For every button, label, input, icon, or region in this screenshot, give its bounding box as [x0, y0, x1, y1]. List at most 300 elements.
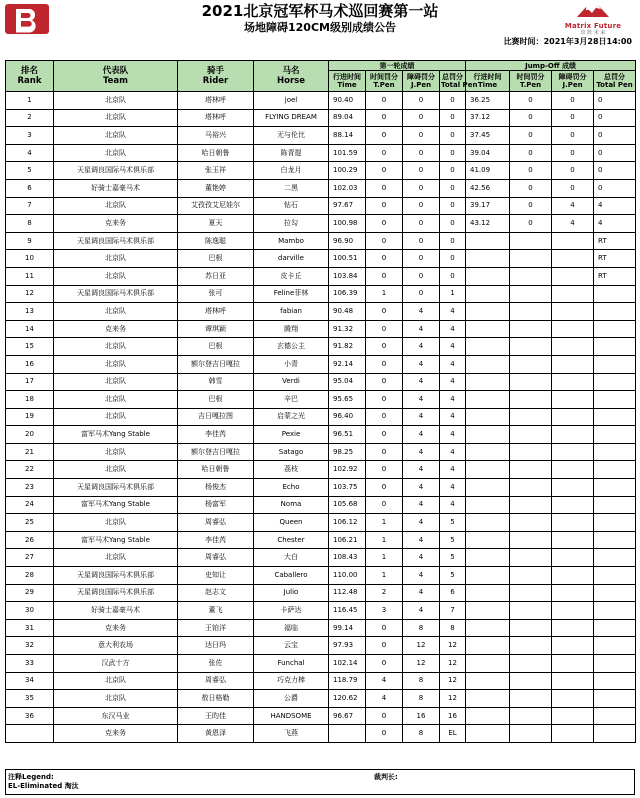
cell-horse: 荔枝 [254, 461, 329, 479]
cell-jo-time [466, 267, 510, 285]
cell-time: 98.25 [329, 443, 366, 461]
cell-time: 112.48 [329, 584, 366, 602]
cell-jo-jpen [552, 338, 594, 356]
cell-jo-jpen [552, 690, 594, 708]
cell-jo-jpen [552, 672, 594, 690]
cell-jpen: 4 [403, 338, 440, 356]
table-row [6, 426, 636, 444]
cell-horse: Caballero [254, 567, 329, 585]
cell-jo-total [594, 338, 636, 356]
table-row [6, 92, 636, 110]
cell-rider: 哈日朝鲁 [178, 144, 254, 162]
cell-jo-time [466, 602, 510, 620]
cell-jo-total [594, 672, 636, 690]
cell-rider: 李佳芮 [178, 531, 254, 549]
cell-rider: 敖日格勒 [178, 690, 254, 708]
cell-jo-jpen: 0 [552, 179, 594, 197]
cell-rider: 陈逸聪 [178, 232, 254, 250]
cell-jo-total: 4 [594, 215, 636, 233]
cell-jo-time: 37.45 [466, 127, 510, 145]
cell-rank: 5 [6, 162, 54, 180]
cell-jo-total: 0 [594, 127, 636, 145]
results-body [6, 92, 636, 743]
cell-tpen: 0 [366, 655, 403, 673]
cell-jo-total [594, 496, 636, 514]
cell-horse: 皮卡丘 [254, 267, 329, 285]
cell-horse: 拉勾 [254, 215, 329, 233]
table-row [6, 443, 636, 461]
cell-rider: 赵志文 [178, 584, 254, 602]
cell-jo-tpen [510, 443, 552, 461]
cell-rank [6, 725, 54, 743]
cell-jo-jpen [552, 496, 594, 514]
cell-team: 克来务 [54, 215, 178, 233]
table-row [6, 584, 636, 602]
cell-jo-jpen [552, 602, 594, 620]
cell-horse: Echo [254, 479, 329, 497]
cell-team: 北京队 [54, 443, 178, 461]
jumpoff-header: Jump-Off 成绩 [466, 61, 636, 71]
cell-jo-jpen [552, 267, 594, 285]
cell-jo-jpen [552, 655, 594, 673]
col-header-tpen: 时间罚分 T.Pen [366, 71, 403, 92]
cell-team: 北京队 [54, 549, 178, 567]
cell-total: 5 [440, 567, 466, 585]
cell-time: 100.29 [329, 162, 366, 180]
cell-jpen: 4 [403, 479, 440, 497]
cell-total: EL [440, 725, 466, 743]
cell-horse: 无与伦比 [254, 127, 329, 145]
cell-rank: 13 [6, 303, 54, 321]
cell-jpen: 4 [403, 443, 440, 461]
cell-jpen: 0 [403, 285, 440, 303]
cell-jo-total [594, 514, 636, 532]
cell-jo-tpen [510, 496, 552, 514]
cell-jo-tpen [510, 672, 552, 690]
cell-jo-time: 42.56 [466, 179, 510, 197]
cell-jo-total [594, 303, 636, 321]
cell-rank: 27 [6, 549, 54, 567]
cell-jo-tpen [510, 426, 552, 444]
cell-jo-tpen [510, 461, 552, 479]
cell-jo-total [594, 479, 636, 497]
cell-rider: 马裕兴 [178, 127, 254, 145]
cell-jo-time [466, 443, 510, 461]
cell-horse: Noma [254, 496, 329, 514]
cell-jpen: 4 [403, 320, 440, 338]
cell-jo-tpen [510, 479, 552, 497]
table-row [6, 232, 636, 250]
cell-jo-time: 37.12 [466, 109, 510, 127]
cell-horse: 腾翔 [254, 320, 329, 338]
cell-rider: 吉日嘎拉图 [178, 408, 254, 426]
cell-jo-total: 0 [594, 92, 636, 110]
cell-jpen: 8 [403, 619, 440, 637]
cell-rank: 21 [6, 443, 54, 461]
cell-jo-time [466, 637, 510, 655]
cell-time: 103.75 [329, 479, 366, 497]
cell-jo-jpen [552, 584, 594, 602]
page-subtitle: 场地障碍120CM级别成绩公告 [244, 21, 396, 34]
cell-horse: 福临 [254, 619, 329, 637]
col-header-rank: 排名 Rank [6, 61, 54, 92]
cell-horse: Pexie [254, 426, 329, 444]
cell-jo-time [466, 461, 510, 479]
cell-time: 106.39 [329, 285, 366, 303]
col-header-jo-jpen: 障碍罚分 J.Pen [552, 71, 594, 92]
cell-jpen: 0 [403, 162, 440, 180]
cell-jpen: 8 [403, 725, 440, 743]
cell-jo-total [594, 391, 636, 409]
cell-jo-tpen [510, 285, 552, 303]
cell-jo-total [594, 567, 636, 585]
cell-jo-tpen [510, 250, 552, 268]
cell-rider: 周睿弘 [178, 672, 254, 690]
cell-team: 北京队 [54, 197, 178, 215]
cell-time: 91.82 [329, 338, 366, 356]
cell-total: 12 [440, 690, 466, 708]
cell-jo-jpen [552, 408, 594, 426]
cell-horse: 大白 [254, 549, 329, 567]
cell-rank: 1 [6, 92, 54, 110]
cell-tpen: 0 [366, 127, 403, 145]
cell-tpen: 0 [366, 707, 403, 725]
cell-horse: Julio [254, 584, 329, 602]
cell-jo-tpen [510, 355, 552, 373]
cell-tpen: 0 [366, 162, 403, 180]
cell-jpen: 0 [403, 109, 440, 127]
cell-time [329, 725, 366, 743]
cell-total: 0 [440, 109, 466, 127]
cell-horse: 辛巴 [254, 391, 329, 409]
cell-horse: 巧克力棒 [254, 672, 329, 690]
cell-total: 4 [440, 408, 466, 426]
cell-rider: 董飞 [178, 602, 254, 620]
cell-tpen: 0 [366, 267, 403, 285]
cell-rank: 2 [6, 109, 54, 127]
cell-team: 克来务 [54, 320, 178, 338]
results-table [5, 60, 636, 743]
cell-team: 北京队 [54, 672, 178, 690]
cell-jo-tpen: 0 [510, 179, 552, 197]
cell-jo-tpen [510, 567, 552, 585]
cell-team: 天星调良国际马术俱乐部 [54, 162, 178, 180]
round1-header: 第一轮成绩 [329, 61, 466, 71]
cell-horse: Mambo [254, 232, 329, 250]
cell-total: 4 [440, 443, 466, 461]
table-row [6, 355, 636, 373]
cell-rider: 塔林呼 [178, 92, 254, 110]
cell-time: 96.40 [329, 408, 366, 426]
cell-jo-tpen: 0 [510, 197, 552, 215]
cell-time: 120.62 [329, 690, 366, 708]
cell-jpen: 0 [403, 267, 440, 285]
cell-jpen: 0 [403, 127, 440, 145]
cell-rank: 10 [6, 250, 54, 268]
cell-rider: 塔林呼 [178, 109, 254, 127]
cell-tpen: 0 [366, 479, 403, 497]
cell-total: 12 [440, 637, 466, 655]
footer [5, 769, 635, 795]
cell-jo-total [594, 655, 636, 673]
table-row [6, 602, 636, 620]
cell-jo-tpen [510, 320, 552, 338]
cell-jo-tpen [510, 373, 552, 391]
cell-horse: 卡萨达 [254, 602, 329, 620]
cell-horse: Verdi [254, 373, 329, 391]
cell-rider: 周睿弘 [178, 514, 254, 532]
table-row [6, 250, 636, 268]
cell-time: 97.93 [329, 637, 366, 655]
cell-tpen: 2 [366, 584, 403, 602]
cell-horse: HANDSOME [254, 707, 329, 725]
cell-tpen: 0 [366, 338, 403, 356]
cell-team: 北京队 [54, 461, 178, 479]
table-row [6, 531, 636, 549]
cell-tpen: 0 [366, 215, 403, 233]
cell-jo-time [466, 426, 510, 444]
cell-rider: 张可 [178, 285, 254, 303]
cell-jo-time [466, 655, 510, 673]
cell-team: 北京队 [54, 408, 178, 426]
cell-jpen: 4 [403, 602, 440, 620]
cell-jpen: 4 [403, 549, 440, 567]
cell-jpen: 4 [403, 408, 440, 426]
cell-jo-jpen: 0 [552, 127, 594, 145]
cell-time: 91.32 [329, 320, 366, 338]
cell-total: 12 [440, 672, 466, 690]
cell-total: 1 [440, 285, 466, 303]
cell-rider: 董艳婷 [178, 179, 254, 197]
cell-horse: 云宝 [254, 637, 329, 655]
cell-jo-time: 41.09 [466, 162, 510, 180]
cell-rank: 35 [6, 690, 54, 708]
cell-tpen: 0 [366, 496, 403, 514]
cell-jo-total: 0 [594, 144, 636, 162]
cell-team: 克来务 [54, 619, 178, 637]
mountain-icon [575, 4, 611, 18]
cell-jo-jpen [552, 320, 594, 338]
cell-jo-tpen: 0 [510, 127, 552, 145]
cell-time: 106.21 [329, 531, 366, 549]
cell-jo-jpen: 0 [552, 144, 594, 162]
cell-horse: 陈青提 [254, 144, 329, 162]
cell-rank: 25 [6, 514, 54, 532]
cell-horse: 玄德公主 [254, 338, 329, 356]
cell-tpen: 4 [366, 672, 403, 690]
cell-jo-time [466, 725, 510, 743]
col-header-jo-total: 总罚分 Total Pen [594, 71, 636, 92]
legend [8, 773, 79, 791]
cell-jo-tpen [510, 690, 552, 708]
cell-time: 92.14 [329, 355, 366, 373]
cell-team: 天星调良国际马术俱乐部 [54, 567, 178, 585]
cell-jo-tpen [510, 531, 552, 549]
col-header-team: 代表队 Team [54, 61, 178, 92]
col-header-jo-tpen: 时间罚分 T.Pen [510, 71, 552, 92]
cell-rider: 巴根 [178, 391, 254, 409]
cell-team: 好骑士嘉豪马术 [54, 179, 178, 197]
cell-rank: 12 [6, 285, 54, 303]
cell-total: 5 [440, 549, 466, 567]
cell-jpen: 0 [403, 179, 440, 197]
cell-team: 天星调良国际马术俱乐部 [54, 584, 178, 602]
cell-jpen: 4 [403, 461, 440, 479]
cell-total: 8 [440, 619, 466, 637]
cell-horse: FLYING DREAM [254, 109, 329, 127]
cell-tpen: 0 [366, 443, 403, 461]
cell-rider: 艾孜孜艾尼娃尔 [178, 197, 254, 215]
cell-jo-total [594, 461, 636, 479]
cell-rider: 夏天 [178, 215, 254, 233]
cell-rank: 29 [6, 584, 54, 602]
cell-jo-time [466, 250, 510, 268]
cell-jo-time [466, 408, 510, 426]
cell-jo-time: 36.25 [466, 92, 510, 110]
cell-time: 102.14 [329, 655, 366, 673]
col-header-jpen: 障碍罚分 J.Pen [403, 71, 440, 92]
cell-rider: 苏日亚 [178, 267, 254, 285]
cell-tpen: 0 [366, 303, 403, 321]
cell-horse: 小青 [254, 355, 329, 373]
cell-jo-total: 4 [594, 197, 636, 215]
cell-rider: 巴根 [178, 250, 254, 268]
cell-horse: 启蒙之光 [254, 408, 329, 426]
cell-team: 北京队 [54, 109, 178, 127]
cell-jo-total [594, 549, 636, 567]
cell-rider: 塔林呼 [178, 303, 254, 321]
cell-team: 北京队 [54, 338, 178, 356]
cell-total: 4 [440, 391, 466, 409]
cell-jpen: 0 [403, 215, 440, 233]
cell-team: 富军马术Yang Stable [54, 496, 178, 514]
cell-time: 97.67 [329, 197, 366, 215]
cell-jo-time [466, 531, 510, 549]
cell-total: 0 [440, 232, 466, 250]
legend-title: 注释Legend: [8, 773, 54, 781]
cell-tpen: 0 [366, 250, 403, 268]
cell-total: 0 [440, 267, 466, 285]
cell-jo-jpen [552, 707, 594, 725]
cell-rank: 20 [6, 426, 54, 444]
cell-jo-jpen [552, 391, 594, 409]
cell-team: 克来务 [54, 725, 178, 743]
cell-rank: 4 [6, 144, 54, 162]
cell-team: 北京队 [54, 391, 178, 409]
cell-jo-tpen [510, 584, 552, 602]
cell-jo-total [594, 707, 636, 725]
table-row [6, 127, 636, 145]
cell-jo-jpen [552, 725, 594, 743]
cell-jo-jpen: 4 [552, 197, 594, 215]
cell-tpen: 1 [366, 567, 403, 585]
cell-time: 106.12 [329, 514, 366, 532]
cell-jo-tpen [510, 619, 552, 637]
referee-label: 裁判长: [374, 773, 398, 781]
cell-time: 105.68 [329, 496, 366, 514]
table-row [6, 496, 636, 514]
cell-rider: 李佳芮 [178, 426, 254, 444]
cell-tpen: 0 [366, 725, 403, 743]
cell-jo-tpen [510, 391, 552, 409]
cell-horse: Feline菲林 [254, 285, 329, 303]
cell-jo-total [594, 285, 636, 303]
cell-jo-time [466, 549, 510, 567]
cell-horse: Funchal [254, 655, 329, 673]
cell-total: 0 [440, 127, 466, 145]
cell-jo-tpen [510, 232, 552, 250]
cell-time: 88.14 [329, 127, 366, 145]
cell-rider: 史知让 [178, 567, 254, 585]
table-row [6, 655, 636, 673]
cell-jo-tpen: 0 [510, 92, 552, 110]
table-row [6, 197, 636, 215]
cell-time: 103.84 [329, 267, 366, 285]
cell-horse: 钻石 [254, 197, 329, 215]
cell-jo-total [594, 426, 636, 444]
cell-rank: 31 [6, 619, 54, 637]
table-row [6, 549, 636, 567]
cell-jo-jpen [552, 531, 594, 549]
cell-jo-tpen [510, 408, 552, 426]
table-row [6, 267, 636, 285]
cell-total: 4 [440, 373, 466, 391]
cell-jo-jpen [552, 549, 594, 567]
cell-rank: 7 [6, 197, 54, 215]
col-header-horse: 马名 Horse [254, 61, 329, 92]
cell-tpen: 0 [366, 109, 403, 127]
cell-jo-total [594, 443, 636, 461]
cell-jo-time [466, 391, 510, 409]
cell-jpen: 0 [403, 232, 440, 250]
cell-jo-total: RT [594, 250, 636, 268]
cell-time: 101.59 [329, 144, 366, 162]
cell-rank: 28 [6, 567, 54, 585]
table-row [6, 479, 636, 497]
cell-horse: 飞燕 [254, 725, 329, 743]
table-row [6, 303, 636, 321]
cell-jo-total [594, 690, 636, 708]
table-row [6, 461, 636, 479]
cell-rank: 11 [6, 267, 54, 285]
cell-time: 110.00 [329, 567, 366, 585]
cell-time: 100.51 [329, 250, 366, 268]
cell-team: 好骑士嘉豪马术 [54, 602, 178, 620]
cell-jo-jpen [552, 637, 594, 655]
cell-jo-jpen [552, 232, 594, 250]
cell-jo-time [466, 672, 510, 690]
cell-total: 0 [440, 250, 466, 268]
cell-jo-total: 0 [594, 179, 636, 197]
cell-rider: 王铂洋 [178, 619, 254, 637]
cell-total: 0 [440, 162, 466, 180]
cell-total: 0 [440, 179, 466, 197]
cell-team: 意大利农场 [54, 637, 178, 655]
table-row [6, 725, 636, 743]
cell-jo-tpen [510, 303, 552, 321]
cell-jo-jpen [552, 461, 594, 479]
cell-jo-total [594, 320, 636, 338]
cell-time: 102.92 [329, 461, 366, 479]
cell-jo-total [594, 637, 636, 655]
table-row [6, 109, 636, 127]
table-row [6, 162, 636, 180]
cell-total: 4 [440, 338, 466, 356]
cell-team: 北京队 [54, 373, 178, 391]
table-row [6, 619, 636, 637]
cell-team: 北京队 [54, 355, 178, 373]
cell-rank: 3 [6, 127, 54, 145]
